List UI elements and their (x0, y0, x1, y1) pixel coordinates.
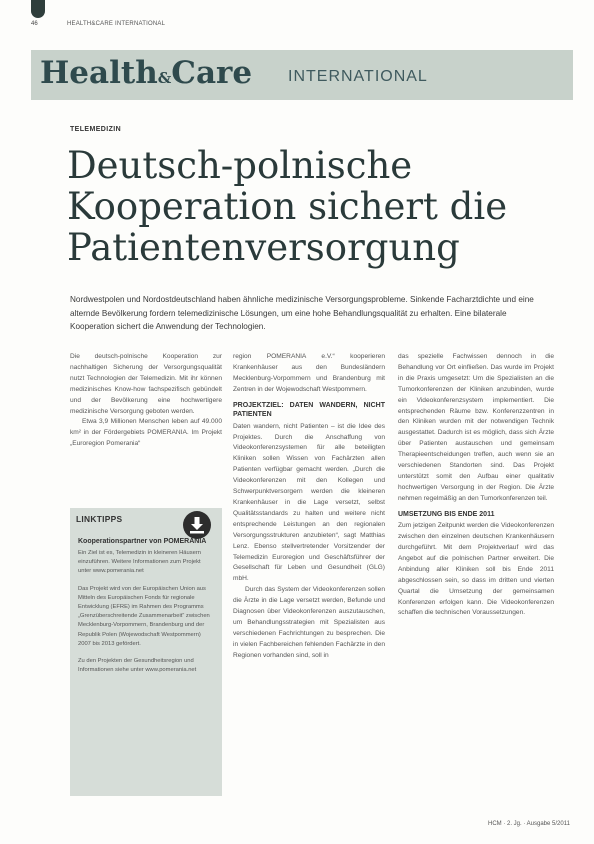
linktipps-body (78, 537, 214, 683)
title-line: Deutsch-polnische (67, 144, 413, 187)
title-line: Kooperation sichert die (67, 185, 508, 228)
paragraph: region POMERANIA e.V.“ kooperieren Krankenhäuser aus den Bundesländern Mecklenburg-Vorpommern und Brandenburg mit Zentren in der Wojewodschaft Westpommern. (233, 353, 385, 393)
linktipps-subtitle: Kooperationspartner von POMERANIA (78, 538, 207, 545)
page-number: 46 (31, 21, 38, 27)
paragraph: Durch das System der Videokonferenzen sollen die Ärzte in die Lage versetzt werden, Befunde und Diagnosen über Videokonferenzen auszutauschen, um Behandlungsstrategien mit Spezialisten aus verschiedenen Fachrichtungen zu besprechen. Die in vielen Fachbereichen fehlenden Fachärzte in den Regionen vorhanden sind, soll in (233, 586, 385, 659)
masthead-care: Care (171, 55, 253, 91)
running-head: HEALTH&CARE INTERNATIONAL (67, 21, 166, 27)
link-item: Ein Ziel ist es, Telemedizin in kleineren Häusern einzuführen. Weitere Informationen zum Projekt unter www.pomerania.net (78, 550, 201, 575)
masthead-international: INTERNATIONAL (288, 68, 428, 85)
section-subhead: PROJEKTZIEL: DATEN WANDERN, NICHT PATIENTEN (233, 401, 385, 419)
article-title (67, 145, 547, 268)
article-kicker: TELEMEDIZIN (70, 126, 122, 133)
article-lead: Nordwestpolen und Nordostdeutschland haben ähnliche medizinische Versorgungsprobleme. Sinkende Facharztdichte und eine alternde Bevölkerung fordern telemedizinische Lösungen, um eine hohe Behandlungsqualität zu erhalten. Eine bilaterale Kooperation sichert die Anwendung der Technologien. (70, 295, 534, 332)
paragraph: das spezielle Fachwissen dennoch in die Behandlung vor Ort einfließen. Das wurde im Projekt in die Praxis umgesetzt: Um die Spezialisten an die Tumorkonferenzen der Kliniken anzubinden, wurde ein Videokonferenzsystem implementiert. Die entsprechenden Räume bzw. Konferenzzentren in den Kliniken wurden mit der notwendigen Technik ausgestattet. Dadurch ist es möglich, dass sich Ärzte über Patienten austauschen und gemeinsam Therapieentscheidungen treffen, auch wenn sie an verschiedenen Standorten sind. Das Projekt unterstützt somit den Aufbau einer qualitativ hochwertigen Versorgung in der Region. Die Ärzte nehmen regelmäßig an den Tumorkonferenzen teil. (398, 353, 554, 502)
title-line: Patientenversorgung (67, 226, 460, 269)
page-footer: HCM · 2. Jg. · Ausgabe 5/2011 (488, 821, 570, 827)
paragraph: Etwa 3,9 Millionen Menschen leben auf 49.000 km² in der Fördergebiets POMERANIA. Im Projekt „Euroregion Pomerania“ (70, 418, 222, 448)
text-column-1 (70, 352, 222, 450)
masthead-amp: & (157, 69, 172, 87)
masthead-logo (40, 55, 252, 91)
download-icon[interactable] (183, 511, 211, 539)
paragraph: Zum jetzigen Zeitpunkt werden die Videokonferenzen zwischen den einzelnen deutschen Krankenhäusern durchgeführt. Mit dem Projektverlauf wird das Angebot auf die polnischen Partner erweitert. Die Anbindung aller Kliniken soll bis Ende 2011 abgeschlossen sein, so dass im dritten und vierten Quartal die Umsetzung der gemeinsamen Konferenzen erfolgen kann. Die Videokonferenzen schaffen die technischen Voraussetzungen. (398, 522, 554, 617)
link-item: Zu den Projekten der Gesundheitsregion und Informationen siehe unter www.pomerania.net (78, 658, 197, 674)
paragraph: Daten wandern, nicht Patienten – ist die Idee des Projektes. Durch die Anschaffung von Videokonferenzsystemen für alle beteiligten Kliniken sollen Wissen von Fachärzten allen Patienten verfügbar gemacht werden. „Durch die Videokonferenzen mit den Kollegen und Schwerpunktversorgern werden die kleineren Krankenhäuser in die Lage versetzt, selbst Qualitätsstandards zu halten und weitere nicht entsprechende Leistungen an den regionalen Versorgungsstrukturen anzubieten“, sagt Matthias Lenz. Ebenso stellvertretender Vorsitzender der Telemedizin Euroregion und Geschäftsführer der Gesellschaft für Leben und Gesundheit (GLG) mbH. (233, 422, 385, 583)
text-column-3 (398, 352, 554, 619)
masthead-health: Health (40, 55, 158, 91)
section-subhead: UMSETZUNG BIS ENDE 2011 (398, 510, 495, 518)
text-column-2 (233, 352, 385, 662)
paragraph: Die deutsch-polnische Kooperation zur nachhaltigen Sicherung der Versorgungsqualität nutzt Technologien der Telemedizin. Mit ihr können medizinisches Know-how fachspezifisch gebündelt und der Bevölkerung eine hochwertigere medizinische Versorgung geboten werden. (70, 353, 222, 415)
linktipps-title: LINKTIPPS (76, 514, 123, 524)
corner-tab (31, 0, 45, 18)
link-item: Das Projekt wird von der Europäischen Union aus Mitteln des Europäischen Fonds für regionale Entwicklung (EFRE) im Rahmen des Programms „Grenzüberschreitende Zusammenarbeit“ zwischen Mecklenburg-Vorpommern, Brandenburg und der Republik Polen (Wojewodschaft Westpommern) 2007 bis 2013 gefördert. (78, 585, 210, 647)
